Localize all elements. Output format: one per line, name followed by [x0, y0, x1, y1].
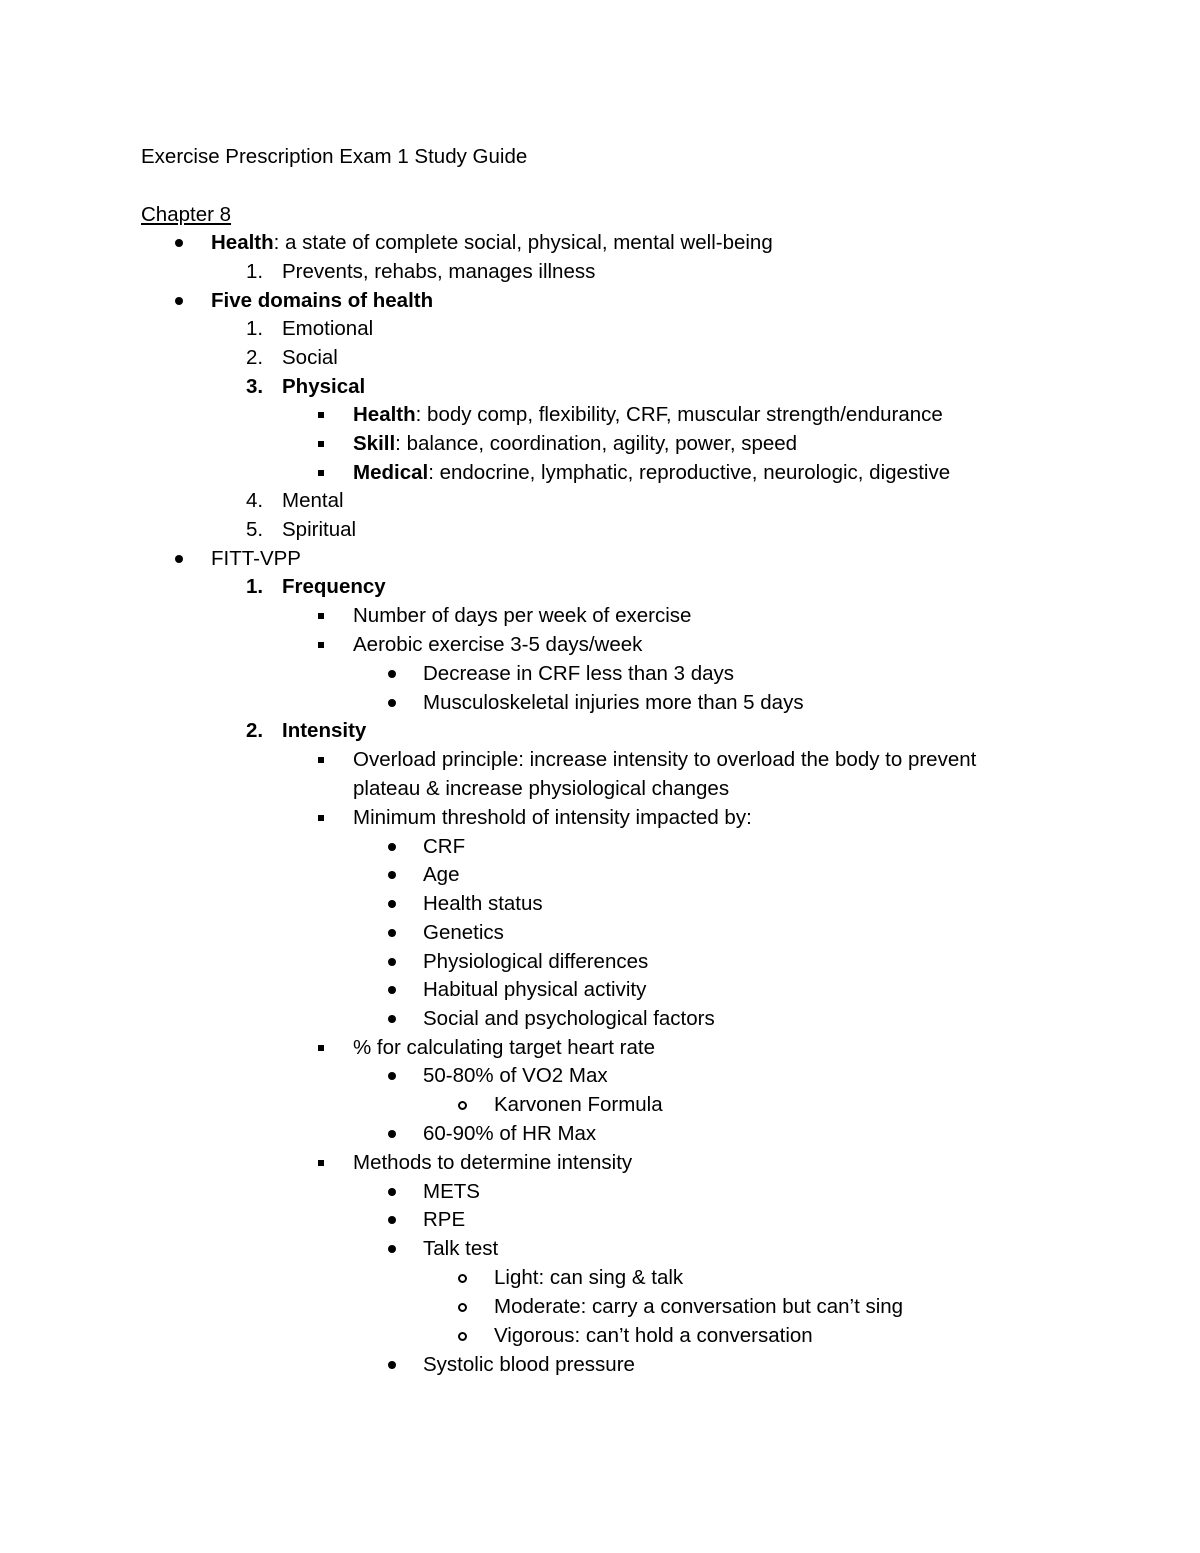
bullet-icon: [388, 1130, 396, 1138]
square-bullet-icon: [318, 441, 324, 447]
threshold-text: Minimum threshold of intensity impacted by:: [353, 806, 752, 829]
bullet-icon: [388, 986, 396, 994]
karvonen-text: Karvonen Formula: [494, 1093, 663, 1116]
bullet-icon: [175, 555, 183, 563]
threshold-sub-text: Habitual physical activity: [423, 978, 647, 1001]
bullet-icon: [388, 670, 396, 678]
methods-sub-text: Talk test: [423, 1237, 499, 1260]
circle-bullet-icon: [458, 1101, 467, 1110]
physical-sub-text: [353, 429, 797, 458]
list-number: 2.: [246, 346, 264, 369]
physical-sub-desc: : body comp, flexibility, CRF, muscular strength/endurance: [415, 403, 943, 426]
methods-text: Methods to determine intensity: [353, 1151, 633, 1174]
health-definition: : a state of complete social, physical, mental well-being: [273, 231, 773, 254]
circle-bullet-icon: [458, 1274, 467, 1283]
physical-sub-text: [353, 400, 943, 429]
circle-bullet-icon: [458, 1303, 467, 1312]
frequency-text: Number of days per week of exercise: [353, 604, 692, 627]
bullet-icon: [388, 699, 396, 707]
vo2-text: 50-80% of VO2 Max: [423, 1064, 608, 1087]
hrmax-text: 60-90% of HR Max: [423, 1122, 597, 1145]
physical-sub-desc: : balance, coordination, agility, power, speed: [395, 432, 798, 455]
bullet-icon: [175, 239, 183, 247]
methods-sub-text: METS: [423, 1180, 480, 1203]
list-number: 5.: [246, 518, 264, 541]
bullet-icon: [388, 958, 396, 966]
bullet-icon: [388, 843, 396, 851]
list-number: 1.: [246, 575, 264, 598]
aerobic-sub-text: Decrease in CRF less than 3 days: [423, 662, 735, 685]
square-bullet-icon: [318, 412, 324, 418]
domain-label: Emotional: [282, 317, 374, 340]
physical-sub-term: Medical: [353, 461, 429, 484]
frequency-text: Aerobic exercise 3-5 days/week: [353, 633, 643, 656]
domain-label: Mental: [282, 489, 344, 512]
methods-sub-text: RPE: [423, 1208, 466, 1231]
domain-label: Spiritual: [282, 518, 357, 541]
physical-sub-desc: : endocrine, lymphatic, reproductive, neurologic, digestive: [428, 461, 951, 484]
bullet-icon: [388, 1072, 396, 1080]
health-text: [211, 228, 773, 257]
threshold-sub-text: Physiological differences: [423, 950, 649, 973]
list-number: 4.: [246, 489, 264, 512]
bullet-icon: [388, 871, 396, 879]
threshold-sub-text: Age: [423, 863, 460, 886]
list-number: 1.: [246, 317, 264, 340]
overload-text-line1: Overload principle: increase intensity to overload the body to prevent: [353, 748, 977, 771]
bullet-icon: [388, 1361, 396, 1369]
domain-label: Physical: [282, 375, 366, 398]
circle-bullet-icon: [458, 1332, 467, 1341]
domain-label: Social: [282, 346, 338, 369]
square-bullet-icon: [318, 613, 324, 619]
threshold-sub-text: Genetics: [423, 921, 504, 944]
bullet-icon: [388, 1216, 396, 1224]
talk-sub-text: Moderate: carry a conversation but can’t sing: [494, 1295, 904, 1318]
physical-sub-term: Skill: [353, 432, 396, 455]
fitt-heading: FITT-VPP: [211, 547, 301, 570]
square-bullet-icon: [318, 757, 324, 763]
square-bullet-icon: [318, 1160, 324, 1166]
sbp-text: Systolic blood pressure: [423, 1353, 635, 1376]
threshold-sub-text: Social and psychological factors: [423, 1007, 715, 1030]
frequency-label: Frequency: [282, 575, 386, 598]
bullet-icon: [175, 297, 183, 305]
bullet-icon: [388, 929, 396, 937]
domains-heading: Five domains of health: [211, 289, 434, 312]
list-number: 1.: [246, 260, 264, 283]
list-number: 3.: [246, 375, 264, 398]
health-term: Health: [211, 231, 274, 254]
intensity-label: Intensity: [282, 719, 367, 742]
document-title: Exercise Prescription Exam 1 Study Guide: [141, 145, 528, 168]
physical-sub-term: Health: [353, 403, 416, 426]
overload-text-line2: plateau & increase physiological changes: [353, 777, 730, 800]
threshold-sub-text: Health status: [423, 892, 543, 915]
threshold-sub-text: CRF: [423, 835, 466, 858]
talk-sub-text: Vigorous: can’t hold a conversation: [494, 1324, 813, 1347]
square-bullet-icon: [318, 1045, 324, 1051]
bullet-icon: [388, 1188, 396, 1196]
square-bullet-icon: [318, 470, 324, 476]
talk-sub-text: Light: can sing & talk: [494, 1266, 684, 1289]
square-bullet-icon: [318, 815, 324, 821]
list-number: 2.: [246, 719, 264, 742]
thr-pct-text: % for calculating target heart rate: [353, 1036, 655, 1059]
health-sub-text: Prevents, rehabs, manages illness: [282, 260, 596, 283]
bullet-icon: [388, 1245, 396, 1253]
bullet-icon: [388, 1015, 396, 1023]
bullet-icon: [388, 900, 396, 908]
aerobic-sub-text: Musculoskeletal injuries more than 5 days: [423, 691, 804, 714]
chapter-heading: Chapter 8: [141, 203, 232, 226]
square-bullet-icon: [318, 642, 324, 648]
physical-sub-text: [353, 458, 950, 487]
